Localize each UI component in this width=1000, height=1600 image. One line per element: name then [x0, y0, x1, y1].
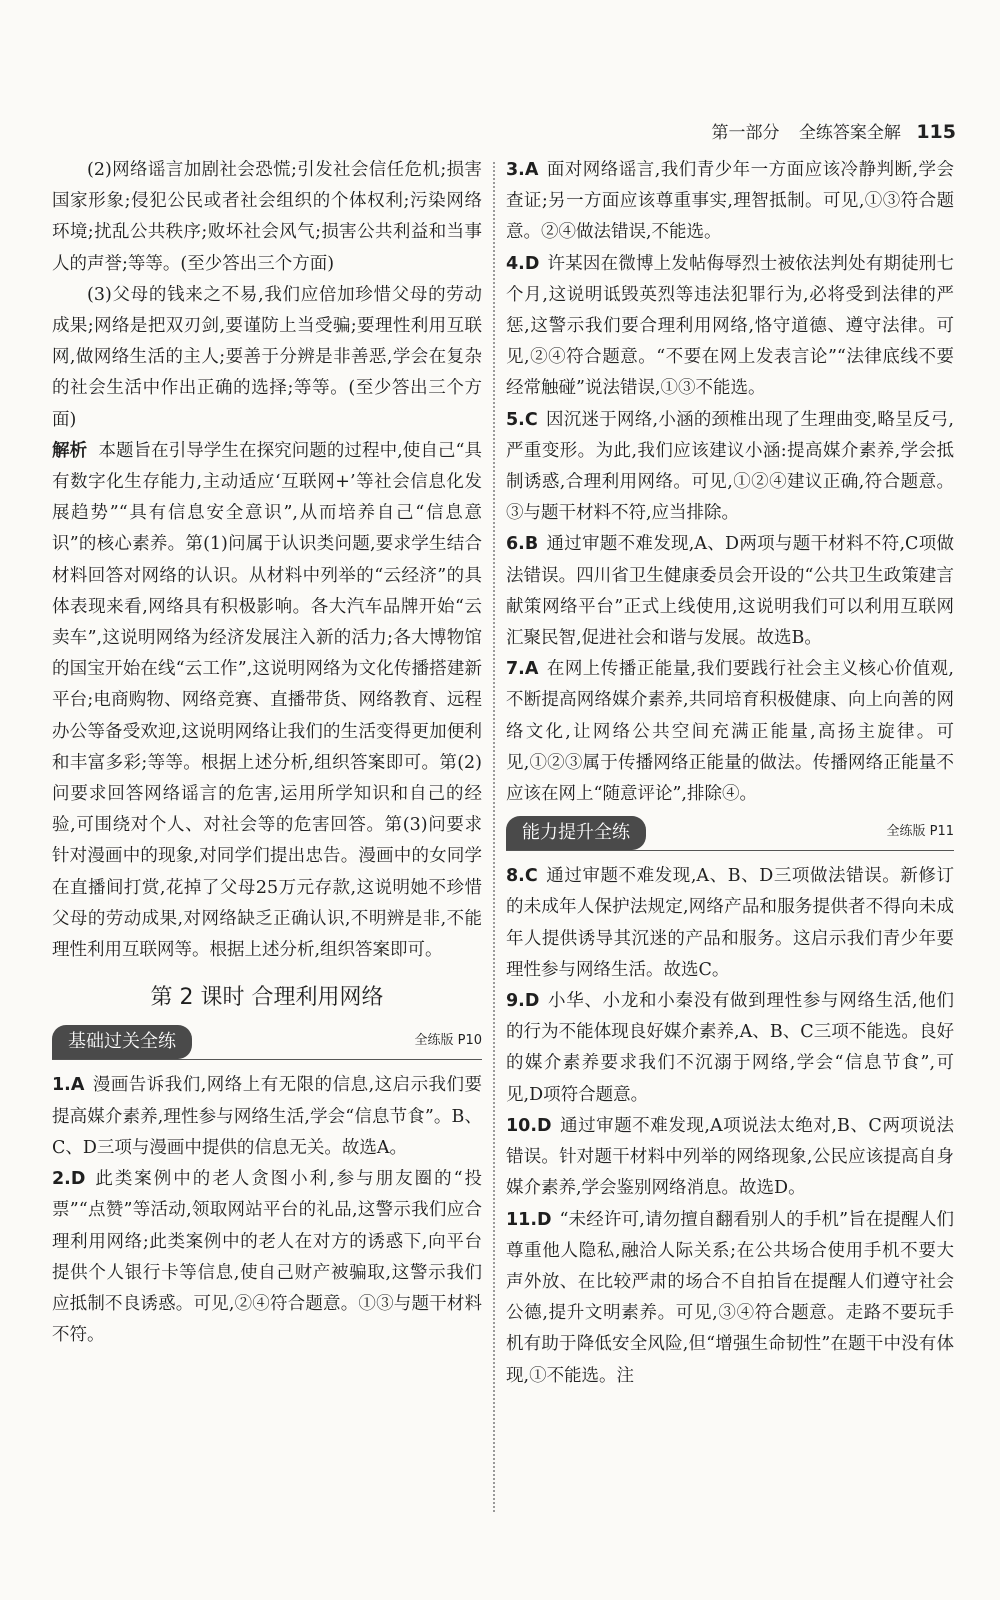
section-bar-basic [52, 1025, 482, 1060]
item-number: 1.A [52, 1075, 85, 1096]
page-header [712, 118, 956, 143]
column-divider [493, 162, 495, 1512]
section-ref: 全练版 P10 [414, 1033, 482, 1049]
item-text: 通过审题不难发现,A、D两项与题干材料不符,C项做法错误。四川省卫生健康委员会开设的“公共卫生政策建言献策网络平台”正式上线使用,这说明我们可以利用互联网汇聚民智,促进社会和谐与发展。故选B。 [506, 534, 954, 649]
answer-item [52, 1070, 482, 1164]
item-number: 8.C [506, 866, 538, 887]
answer-item [506, 1111, 954, 1205]
item-text: 此类案例中的老人贪图小利,参与朋友圈的“投票”“点赞”等活动,领取网站平台的礼品,这警示我们应合理利用网络;此类案例中的老人在对方的诱惑下,向平台提供个人银行卡等信息,使自己财产被骗取,这警示我们应抵制不良诱惑。可见,②④符合题意。①③与题干材料不符。 [52, 1169, 482, 1346]
item-number: 5.C [506, 409, 538, 430]
item-number: 3.A [506, 160, 539, 180]
section-tag: 能力提升全练 [506, 816, 646, 850]
header-title: 全练答案全解 [798, 123, 901, 143]
item-number: 11.D [506, 1209, 552, 1230]
item-number: 9.D [506, 991, 540, 1012]
item-text: 面对网络谣言,我们青少年一方面应该冷静判断,学会查证;另一方面应该尊重事实,理智抵制。可见,①③符合题意。②④做法错误,不能选。 [506, 160, 954, 243]
answer-item [506, 654, 954, 810]
answer-item [506, 1205, 954, 1392]
item-text: 通过审题不难发现,A、B、D三项做法错误。新修订的未成年人保护法规定,网络产品和服务提供者不得向未成年人提供诱导其沉迷的产品和服务。这启示我们青少年要理性参与网络生活。故选C。 [506, 866, 954, 980]
item-text: “未经许可,请勿擅自翻看别人的手机”旨在提醒人们尊重他人隐私,融洽人际关系;在公共场合使用手机不要大声外放、在比较严肃的场合不自拍旨在提醒人们遵守社会公德,提升文明素养。可见,③④符合题意。走路不要玩手机有助于降低安全风险,但“增强生命韧性”在题干中没有体现,①不能选。注 [506, 1209, 954, 1386]
left-column [52, 155, 482, 1351]
right-column [506, 155, 954, 1392]
item-number: 2.D [52, 1169, 86, 1190]
answer-item [506, 986, 954, 1111]
answer-item [52, 1164, 482, 1351]
item-number: 6.B [506, 534, 539, 555]
lesson-title: 第 2 课时 合理利用网络 [150, 985, 384, 1011]
item-text: 漫画告诉我们,网络上有无限的信息,这启示我们要提高媒介素养,理性参与网络生活,学会“信息节食”。B、C、D三项与漫画中提供的信息无关。故选A。 [52, 1075, 482, 1158]
analysis-label: 解析 [52, 440, 88, 461]
answer-item [506, 529, 954, 654]
section-bar-advanced [506, 816, 954, 851]
item-text: 在网上传播正能量,我们要践行社会主义核心价值观,不断提高网络媒介素养,共同培育积极健康、向上向善的网络文化,让网络公共空间充满正能量,高扬主旋律。可见,①②③属于传播网络正能量的做法。传播网络正能量不应该在网上“随意评论”,排除④。 [506, 659, 954, 805]
section-tag: 基础过关全练 [52, 1025, 192, 1059]
item-text: 小华、小龙和小秦没有做到理性参与网络生活,他们的行为不能体现良好媒介素养,A、B、C三项不能选。良好的媒介素养要求我们不沉溺于网络,学会“信息节食”,可见,D项符合题意。 [506, 991, 954, 1105]
analysis-paragraph [52, 436, 482, 966]
section-ref: 全练版 P11 [886, 824, 954, 840]
answer-item [506, 155, 954, 249]
answer-item [506, 861, 954, 986]
item-number: 10.D [506, 1115, 552, 1136]
answer-item [506, 249, 954, 405]
item-text: 许某因在微博上发帖侮辱烈士被依法判处有期徒刑七个月,这说明诋毁英烈等违法犯罪行为,必将受到法律的严惩,这警示我们要合理利用网络,恪守道德、遵守法律。可见,②④符合题意。“不要在网上发表言论”“法律底线不要经常触碰”说法错误,①③不能选。 [506, 253, 954, 399]
answer-part-2: (2)网络谣言加剧社会恐慌;引发社会信任危机;损害国家形象;侵犯公民或者社会组织的个体权利;污染网络环境;扰乱公共秩序;败坏社会风气;损害公共利益和当事人的声誉;等等。(至少答出三个方面) [52, 160, 482, 274]
header-part: 第一部分 [711, 123, 780, 143]
item-number: 4.D [506, 253, 540, 274]
item-text: 因沉迷于网络,小涵的颈椎出现了生理曲变,略呈反弓,严重变形。为此,我们应该建议小涵:提高媒介素养,学会抵制诱惑,合理利用网络。可见,①②④建议正确,符合题意。③与题干材料不符,应当排除。 [506, 409, 954, 524]
answer-item [506, 405, 954, 530]
answer-part-3: (3)父母的钱来之不易,我们应倍加珍惜父母的劳动成果;网络是把双刃剑,要谨防上当受骗;要理性利用互联网,做网络生活的主人;要善于分辨是非善恶,学会在复杂的社会生活中作出正确的选择;等等。(至少答出三个方面) [52, 284, 482, 430]
item-number: 7.A [506, 659, 539, 680]
item-text: 通过审题不难发现,A项说法太绝对,B、C两项说法错误。针对题干材料中列举的网络现象,公民应该提高自身媒介素养,学会鉴别网络消息。故选D。 [506, 1115, 954, 1199]
analysis-text: 本题旨在引导学生在探究问题的过程中,使自己“具有数字化生存能力,主动适应‘互联网+’等社会信息化发展趋势”“具有信息安全意识”,从而培养自己“信息意识”的核心素养。第(1)问属于认识类问题,要求学生结合材料回答对网络的认识。从材料中列举的“云经济”的具体表现来看,网络具有积极影响。各大汽车品牌开始“云卖车”,这说明网络为经济发展注入新的活力;各大博物馆的国宝开始在线“云工作”,这说明网络为文化传播搭建新平台;电商购物、网络竞赛、直播带货、网络教育、远程办公等备受欢迎,这说明网络让我们的生活变得更加便利和丰富多彩;等等。根据上述分析,组织答案即可。第(2)问要求回答网络谣言的危害,运用所学知识和自己的经验,可围绕对个人、对社会等的危害回答。第(3)问要求针对漫画中的现象,对同学们提出忠告。漫画中的女同学在直播间打赏,花掉了父母25万元存款,这说明她不珍惜父母的劳动成果,对网络缺乏正确认识,不明辨是非,不能理性利用互联网等。根据上述分析,组织答案即可。 [52, 440, 483, 961]
page-number: 115 [916, 121, 956, 143]
